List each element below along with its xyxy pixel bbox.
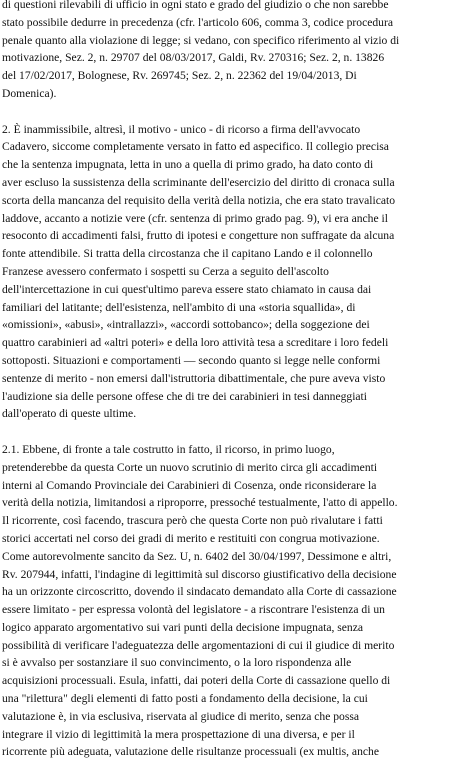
paragraph-2-1: 2.1. Ebbene, di fronte a tale costrutto in fatto, il ricorso, in primo luogo, pretenderebbe da questa Corte un nuovo scrutinio di merito circa gli accadimenti interni al Comando Provinciale dei Carabinieri di Cosenza, onde riconsiderare la verità della notizia, limitandosi a riproporre, pressoché testualmente, l'atto di appello. Il ricorrente, così facendo, trascura però che questa Corte non può rivalutare i fatti storici accertati nel corso dei gradi di merito e restituiti con congrua motivazione. Come autorevolmente sancito da Sez. U, n. 6402 del 30/04/1997, Dessimone e altri, Rv. 207944, infatti, l'indagine di legittimità sul discorso giustificativo della decisione ha un orizzonte circoscritto, dovendo il sindacato demandato alla Corte di cassazione essere limitato - per espressa volontà del legislatore - a riscontrare l'esistenza di un logico apparato argomentativo sui vari punti della decisione impugnata, senza possibilità di verificare l'adeguatezza delle argomentazioni di cui il giudice di merito si è avvalso per sostanziare il suo convincimento, o la loro rispondenza alle acquisizioni processuali. Esula, infatti, dai poteri della Corte di cassazione quello di una "rilettura" degli elementi di fatto posti a fondamento della decisione, la cui valutazione è, in via esclusiva, riservata al giudice di merito, senza che possa integrare il vizio di legittimità la mera prospettazione di una diversa, e per il ricorrente più adeguata, valutazione delle risultanze processuali (ex multis, anche (2, 442, 398, 759)
paragraph-spacer (2, 423, 466, 441)
paragraph-spacer (2, 103, 466, 121)
document-body (2, 0, 466, 761)
paragraph-2: 2. È inammissibile, altresì, il motivo - unico - di ricorso a firma dell'avvocato Cadavero, siccome completamente versato in fatto ed aspecifico. Il collegio precisa che la sentenza impugnata, letta in uno a quella di primo grado, ha dato conto di aver escluso la sussistenza della scriminante dell'esercizio del diritto di cronaca sulla scorta della mancanza del requisito della verità della notizia, che era stato travalicato laddove, accanto a notizie vere (cfr. sentenza di primo grado pag. 9), vi era anche il resoconto di accadimenti falsi, frutto di ipotesi e congetture non suffragate da alcuna fonte attendibile. Si tratta della circostanza che il capitano Lando e il colonnello Franzese avessero confermato i sospetti su Cerza a seguito dell'ascolto dell'intercettazione in cui quest'ultimo pareva essere stato chiamato in causa dai familiari del latitante; dell'esistenza, nell'ambito di una «storia squallida», di «omissioni», «abusi», «intrallazzi», «accordi sottobanco»; della soggezione dei quattro carabinieri ad «altri poteri» e della loro attività tesa a screditare i loro fedeli sottoposti. Situazioni e comportamenti — secondo quanto si legge nelle conformi sentenze di merito - non emersi dall'istruttoria dibattimentale, che pure aveva visto l'audizione sia delle persone offese che di tre dei carabinieri in tesi danneggiati dall'operato di queste ultime. (2, 122, 396, 421)
paragraph-1-continuation: di questioni rilevabili di ufficio in ogni stato e grado del giudizio o che non sarebbe stato possibile dedurre in precedenza (cfr. l'articolo 606, comma 3, codice procedura penale quanto alla violazione di legge; si vedano, con specifico riferimento al vizio di motivazione, Sez. 2, n. 29707 del 08/03/2017, Galdi, Rv. 270316; Sez. 2, n. 13826 del 17/02/2017, Bolognese, Rv. 269745; Sez. 2, n. 22362 del 19/04/2013, Di Domenica). (2, 0, 400, 100)
